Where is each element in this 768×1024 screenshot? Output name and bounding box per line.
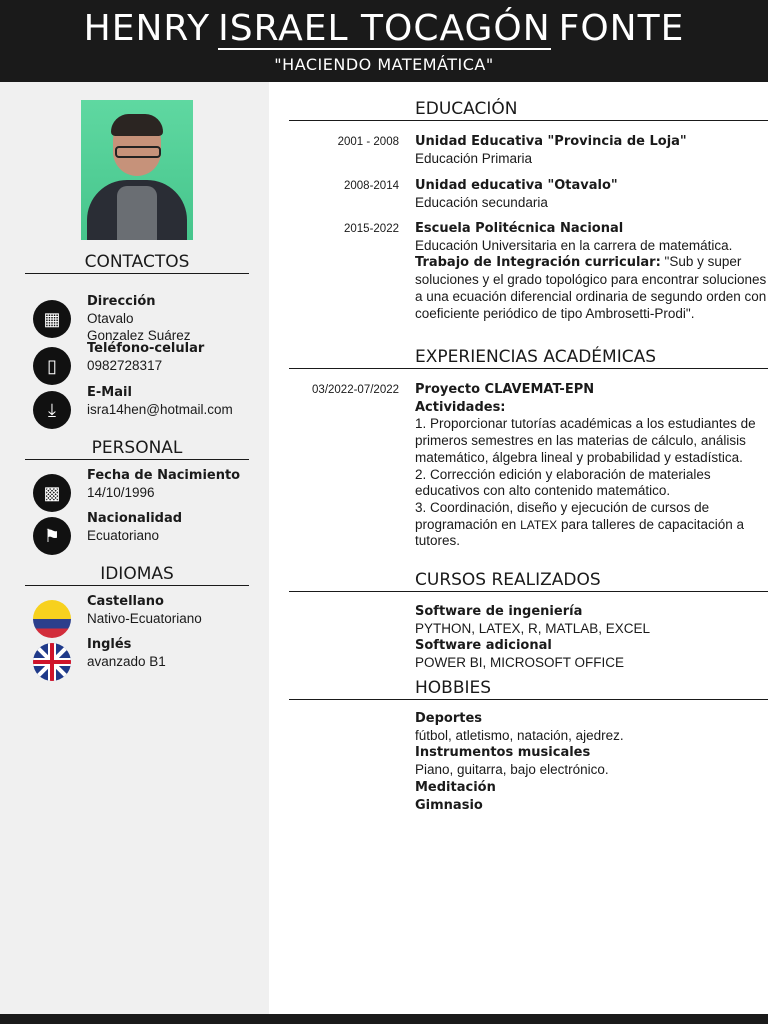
address-label: Dirección — [87, 294, 156, 309]
activities-label: Actividades: — [415, 399, 506, 415]
course-desc: POWER BI, MICROSOFT OFFICE — [415, 655, 625, 671]
email-value[interactable]: isra14hen@hotmail.com — [87, 402, 233, 417]
course-title: Software adicional — [415, 638, 552, 654]
personal-heading: PERSONAL — [25, 438, 249, 460]
address-line1: Otavalo — [87, 311, 134, 326]
sidebar — [0, 82, 269, 1014]
flag-icon: ⚑ — [33, 517, 71, 555]
header-banner — [0, 0, 768, 82]
activity-item: 1. Proporcionar tutorías académicas a los estudiantes de primeros semestres en las materias de cálculo, análisis matemático, álgebra lineal y probabilidad y estadística. — [415, 416, 756, 465]
personal-nationality — [33, 511, 263, 557]
building-icon: ▦ — [33, 300, 71, 338]
entry-title: Unidad educativa "Otavalo" — [415, 178, 618, 193]
spanish-label: Castellano — [87, 594, 164, 609]
footer-bar — [0, 1014, 768, 1024]
birthdate-value: 14/10/1996 — [87, 485, 155, 500]
mail-icon: ⤓ — [33, 391, 71, 429]
activity-item: 3. Coordinación, diseño y ejecución de cursos de programación en LATEX para talleres de capacitación a tutores. — [415, 499, 745, 549]
academic-heading: EXPERIENCIAS ACADÉMICAS — [289, 347, 768, 369]
entry-title: Escuela Politécnica Nacional — [415, 221, 624, 236]
latex-logo: LATEX — [520, 517, 558, 532]
english-label: Inglés — [87, 637, 132, 652]
first-name: HENRY — [83, 8, 211, 49]
thesis-label: Trabajo de Integración curricular: — [415, 255, 661, 271]
hobby-title: Gimnasio — [415, 797, 483, 813]
hobby-desc: fútbol, atletismo, natación, ajedrez. — [415, 727, 624, 743]
nationality-value: Ecuatoriano — [87, 528, 160, 543]
last-name: FONTE — [558, 8, 685, 49]
education-heading: EDUCACIÓN — [289, 99, 768, 121]
course-title: Software de ingeniería — [415, 604, 583, 619]
email-label: E-Mail — [87, 385, 132, 400]
entry-title: Unidad Educativa "Provincia de Loja" — [415, 134, 687, 149]
entry-date: 2008-2014 — [344, 180, 399, 192]
hobby-title: Deportes — [415, 711, 483, 726]
course-desc: PYTHON, LATEX, R, MATLAB, EXCEL — [415, 620, 651, 636]
contact-phone — [33, 341, 263, 387]
entry-desc: Educación Primaria — [415, 150, 533, 166]
middle-names: ISRAEL TOCAGÓN — [218, 8, 551, 49]
address-line2: Gonzalez Suárez — [87, 328, 191, 343]
hobby-title: Meditación — [415, 779, 496, 795]
thesis-text: "Sub y super soluciones y el grado topológico para encontrar soluciones a una ecuación diferencial ordinaria de segundo orden con coeficiente periódico de tipo Ambrosetti-Prodi". — [415, 254, 767, 321]
entry-date: 2001 - 2008 — [337, 136, 399, 148]
spanish-level: Nativo-Ecuatoriano — [87, 611, 202, 626]
full-name — [0, 8, 768, 50]
entry-title: Proyecto CLAVEMAT-EPN — [415, 382, 595, 397]
flag-uk-icon — [33, 643, 71, 681]
language-english — [33, 637, 263, 683]
entry-date: 2015-2022 — [344, 223, 399, 235]
activity-item: 2. Corrección edición y elaboración de materiales educativos con alto contenido matemático. — [415, 466, 711, 499]
entry-desc: Educación secundaria — [415, 194, 548, 210]
phone-icon: ▯ — [33, 347, 71, 385]
birthdate-label: Fecha de Nacimiento — [87, 468, 241, 483]
hobby-title: Instrumentos musicales — [415, 745, 591, 761]
tagline: "HACIENDO MATEMÁTICA" — [274, 55, 494, 74]
nationality-label: Nacionalidad — [87, 511, 183, 526]
entry-date: 03/2022-07/2022 — [312, 384, 399, 396]
courses-heading: CURSOS REALIZADOS — [289, 570, 768, 592]
hobby-desc: Piano, guitarra, bajo electrónico. — [415, 762, 609, 778]
languages-heading: IDIOMAS — [25, 564, 249, 586]
language-spanish — [33, 594, 263, 640]
contacts-heading: CONTACTOS — [25, 252, 249, 274]
entry-desc: Educación Universitaria en la carrera de matemática. — [415, 237, 733, 253]
contact-address — [33, 294, 263, 343]
cake-icon: ▩ — [33, 474, 71, 512]
phone-value[interactable]: 0982728317 — [87, 358, 163, 373]
profile-photo — [81, 100, 193, 240]
flag-colombia-icon — [33, 600, 71, 638]
contact-email — [33, 385, 263, 431]
phone-label: Teléfono-celular — [87, 341, 205, 356]
personal-birthdate — [33, 468, 263, 514]
hobbies-heading: HOBBIES — [289, 678, 768, 700]
english-level: avanzado B1 — [87, 654, 166, 669]
